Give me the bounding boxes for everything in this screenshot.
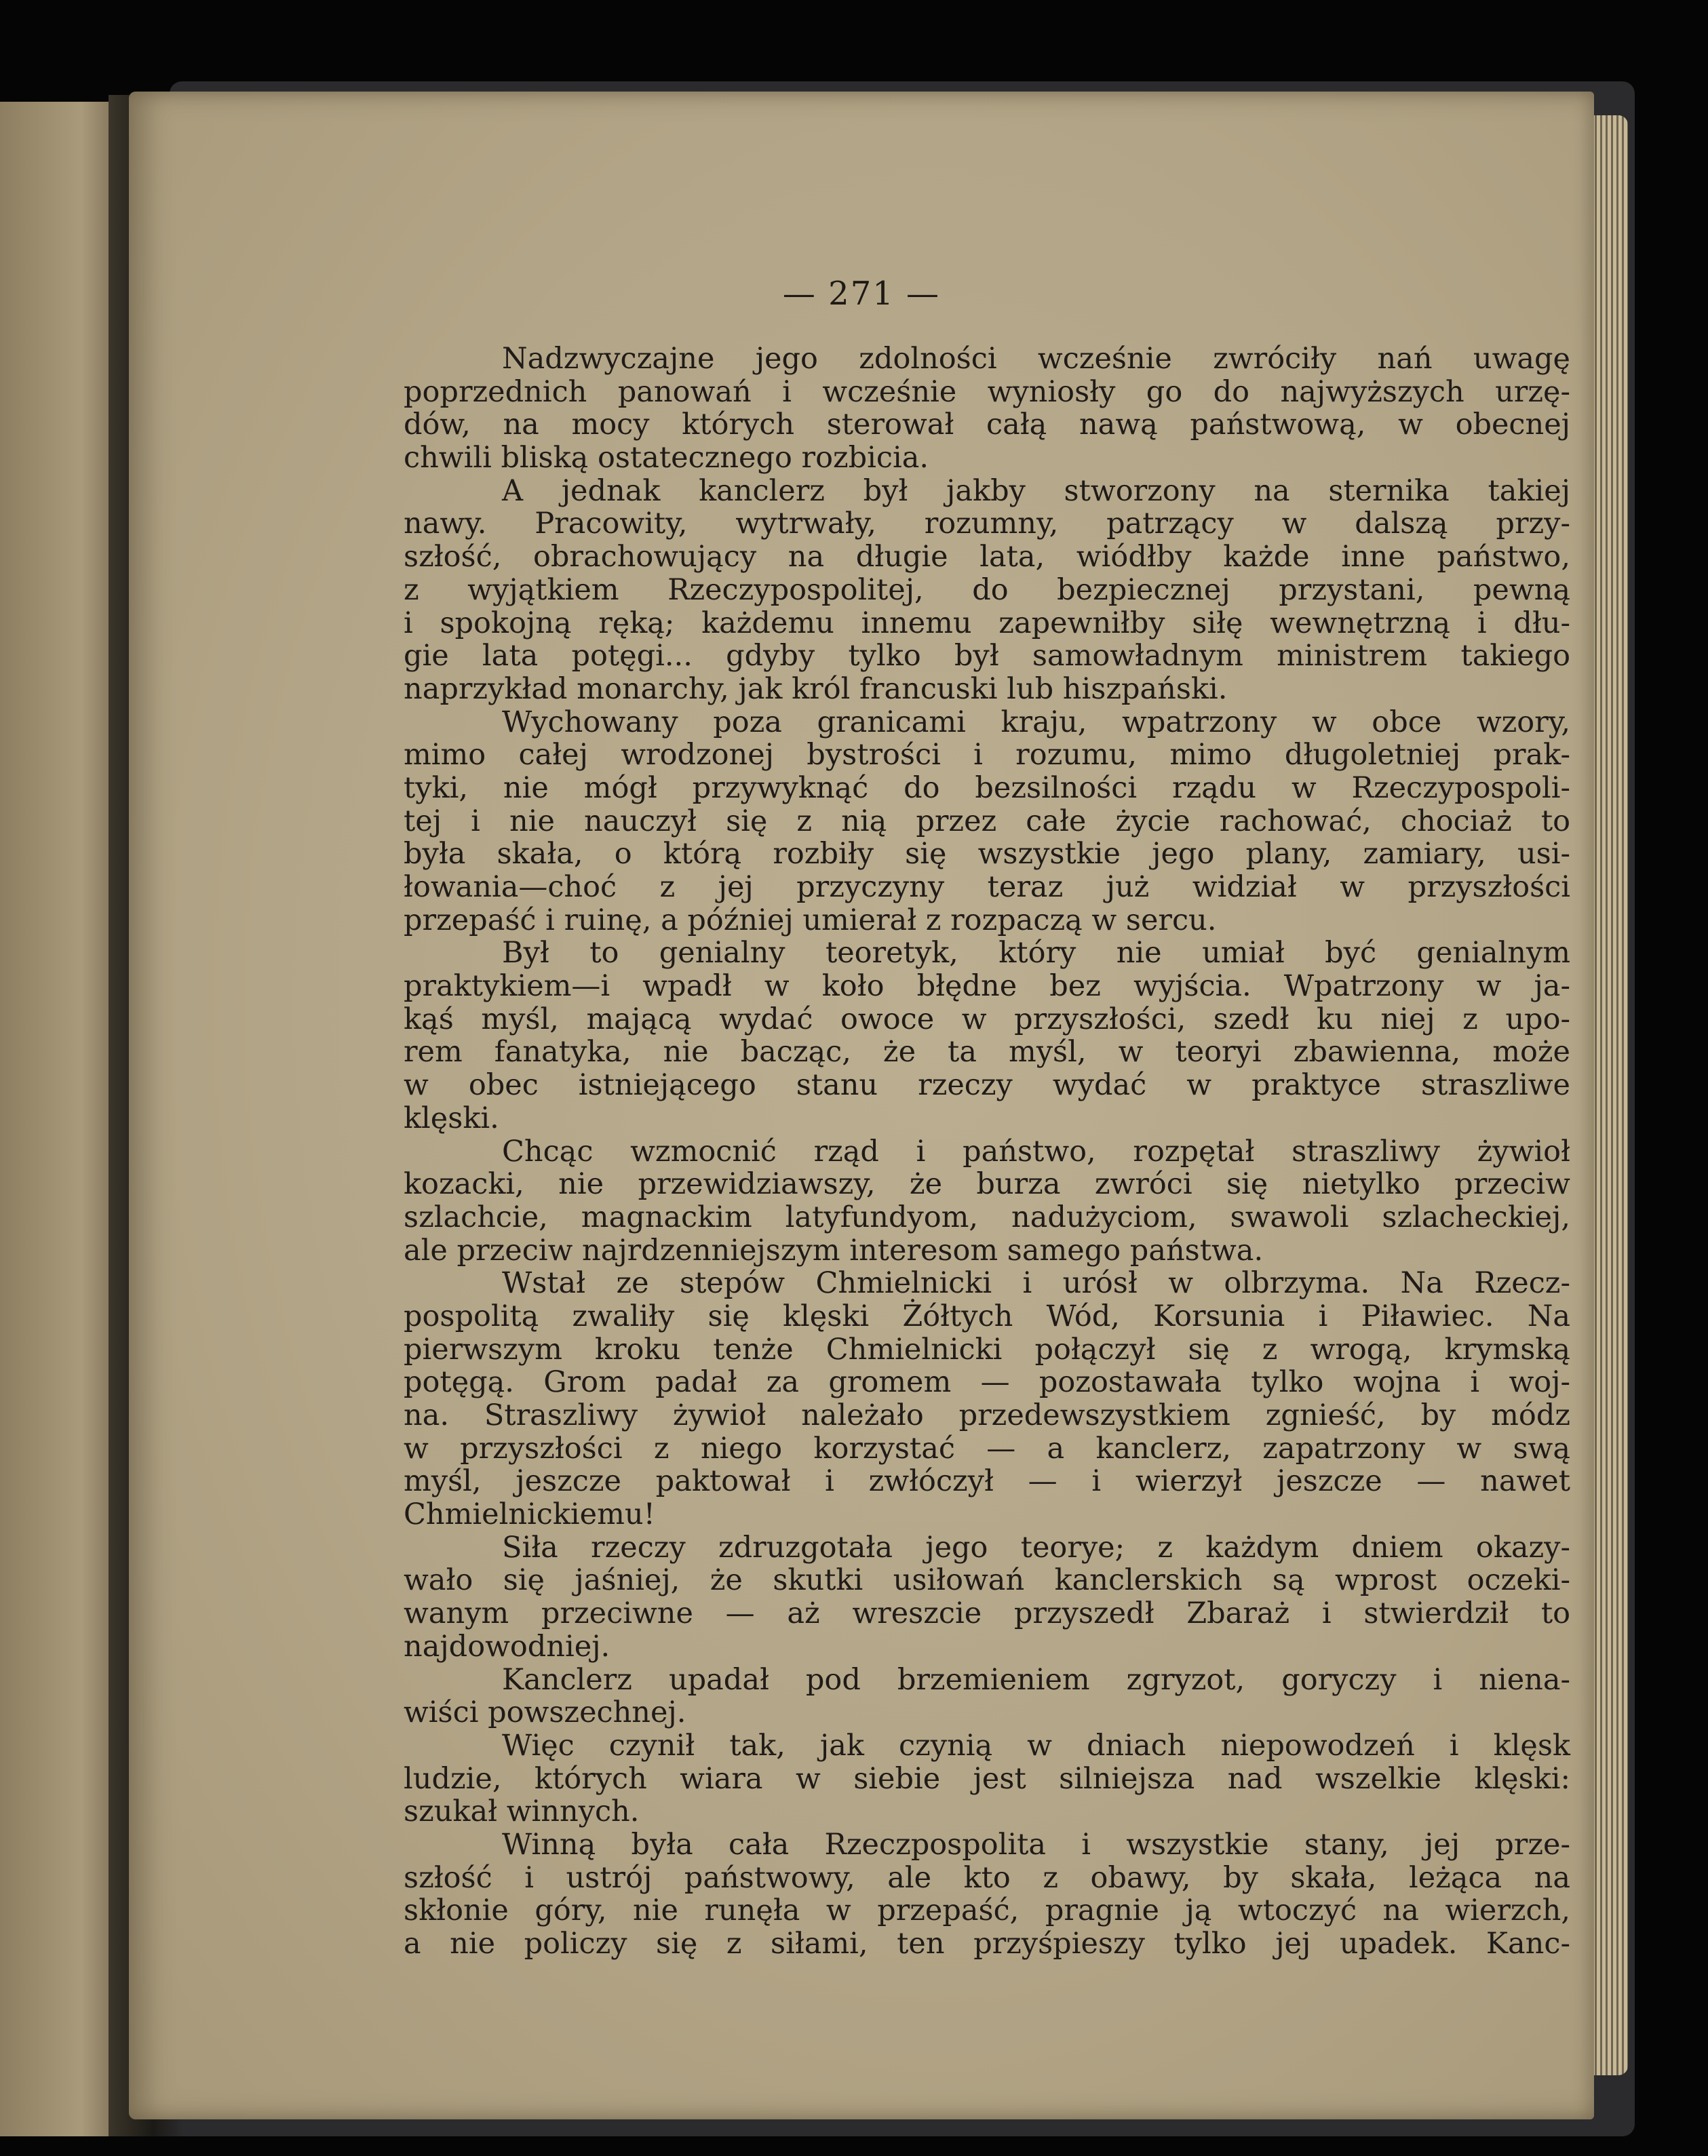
text-line: myśl, jeszcze paktował i zwłóczył — i wierzył jeszcze — nawet	[404, 1464, 1570, 1499]
text-line: Był to genialny teoretyk, który nie umiał być genialnym	[502, 936, 1570, 971]
text-line: Chmielnickiemu!	[404, 1497, 655, 1532]
text-line: potęgą. Grom padał za gromem — pozostawała tylko wojna i woj-	[404, 1365, 1570, 1400]
body-text	[404, 342, 1570, 1961]
text-line: pierwszym kroku tenże Chmielnicki połączył się z wrogą, krymską	[404, 1332, 1570, 1367]
text-line: rem fanatyka, nie bacząc, że ta myśl, w teoryi zbawienna, może	[404, 1035, 1570, 1070]
text-line: poprzednich panowań i wcześnie wyniosły go do najwyższych urzę-	[404, 374, 1570, 409]
text-line: ludzie, których wiara w siebie jest silniejsza nad wszelkie klęski:	[404, 1761, 1570, 1796]
text-line: w obec istniejącego stanu rzeczy wydać w praktyce straszliwe	[404, 1068, 1570, 1103]
text-line: tej i nie nauczył się z nią przez całe życie rachować, chociaż to	[404, 804, 1570, 838]
text-line: szłość i ustrój państwowy, ale kto z obawy, by skała, leżąca na	[404, 1860, 1570, 1895]
text-line: wiści powszechnej.	[404, 1696, 686, 1730]
text-line: a nie policzy się z siłami, ten przyśpieszy tylko jej upadek. Kanc-	[404, 1927, 1570, 1961]
text-line: Wstał ze stepów Chmielnicki i urósł w olbrzyma. Na Rzecz-	[502, 1266, 1570, 1301]
text-line: Więc czynił tak, jak czynią w dniach niepowodzeń i klęsk	[502, 1728, 1570, 1763]
text-line: szlachcie, magnackim latyfundyom, nadużyciom, swawoli szlacheckiej,	[404, 1200, 1570, 1234]
text-line: szłość, obrachowujący na długie lata, wiódłby każde inne państwo,	[404, 540, 1570, 574]
text-line: Winną była cała Rzeczpospolita i wszystkie stany, jej prze-	[502, 1827, 1570, 1862]
text-line: z wyjątkiem Rzeczypospolitej, do bezpiecznej przystani, pewną	[404, 572, 1570, 607]
text-line: ale przeciw najrdzenniejszym interesom samego państwa.	[404, 1233, 1264, 1268]
text-line: skłonie góry, nie runęła w przepaść, pragnie ją wtoczyć na wierzch,	[404, 1894, 1570, 1928]
text-line: A jednak kanclerz był jakby stworzony na sternika takiej	[502, 473, 1570, 508]
text-line: mimo całej wrodzonej bystrości i rozumu, mimo długoletniej prak-	[404, 738, 1570, 772]
text-line: w przyszłości z niego korzystać — a kanclerz, zapatrzony w swą	[404, 1431, 1570, 1466]
text-line: pospolitą zwaliły się klęski Żółtych Wód, Korsunia i Piławiec. Na	[404, 1299, 1570, 1333]
text-line: łowania—choć z jej przyczyny teraz już widział w przyszłości	[404, 870, 1570, 904]
book-page	[129, 92, 1594, 2119]
text-line: Siła rzeczy zdruzgotała jego teorye; z każdym dniem okazy-	[502, 1530, 1570, 1565]
text-line: nawy. Pracowity, wytrwały, rozumny, patrzący w dalszą przy-	[404, 507, 1570, 541]
text-line: praktykiem—i wpadł w koło błędne bez wyjścia. Wpatrzony w ja-	[404, 969, 1570, 1004]
text-line: wanym przeciwne — aż wreszcie przyszedł Zbaraż i stwierdził to	[404, 1596, 1570, 1631]
text-line: była skała, o którą rozbiły się wszystkie jego plany, zamiary, usi-	[404, 837, 1570, 871]
text-line: przepaść i ruinę, a później umierał z rozpaczą w sercu.	[404, 903, 1217, 937]
text-line: tyki, nie mógł przywyknąć do bezsilności rządu w Rzeczypospoli-	[404, 770, 1570, 805]
text-line: szukał winnych.	[404, 1795, 640, 1829]
text-line: Nadzwyczajne jego zdolności wcześnie zwróciły nań uwagę	[502, 342, 1570, 376]
text-line: kozacki, nie przewidziawszy, że burza zwróci się nietylko przeciw	[404, 1167, 1570, 1202]
text-line: Kanclerz upadał pod brzemieniem zgryzot, goryczy i niena-	[502, 1662, 1570, 1697]
text-line: i spokojną ręką; każdemu innemu zapewniłby siłę wewnętrzną i dłu-	[404, 606, 1570, 640]
text-line: wało się jaśniej, że skutki usiłowań kanclerskich są wprost oczeki-	[404, 1563, 1570, 1598]
text-line: dów, na mocy których sterował całą nawą państwową, w obecnej	[404, 408, 1570, 442]
text-line: chwili bliską ostatecznego rozbicia.	[404, 441, 929, 475]
text-line: Chcąc wzmocnić rząd i państwo, rozpętał straszliwy żywioł	[502, 1134, 1570, 1169]
text-line: klęski.	[404, 1101, 499, 1135]
text-line: Wychowany poza granicami kraju, wpatrzony w obce wzory,	[502, 705, 1570, 739]
text-line: gie lata potęgi... gdyby tylko był samowładnym ministrem takiego	[404, 639, 1570, 673]
text-line: naprzykład monarchy, jak król francuski lub hiszpański.	[404, 671, 1228, 706]
text-line: najdowodniej.	[404, 1629, 610, 1664]
page-number: — 271 —	[782, 275, 941, 313]
text-line: kąś myśl, mającą wydać owoce w przyszłości, szedł ku niej z upo-	[404, 1002, 1570, 1036]
text-line: na. Straszliwy żywioł należało przedewszystkiem zgnieść, by módz	[404, 1398, 1570, 1432]
